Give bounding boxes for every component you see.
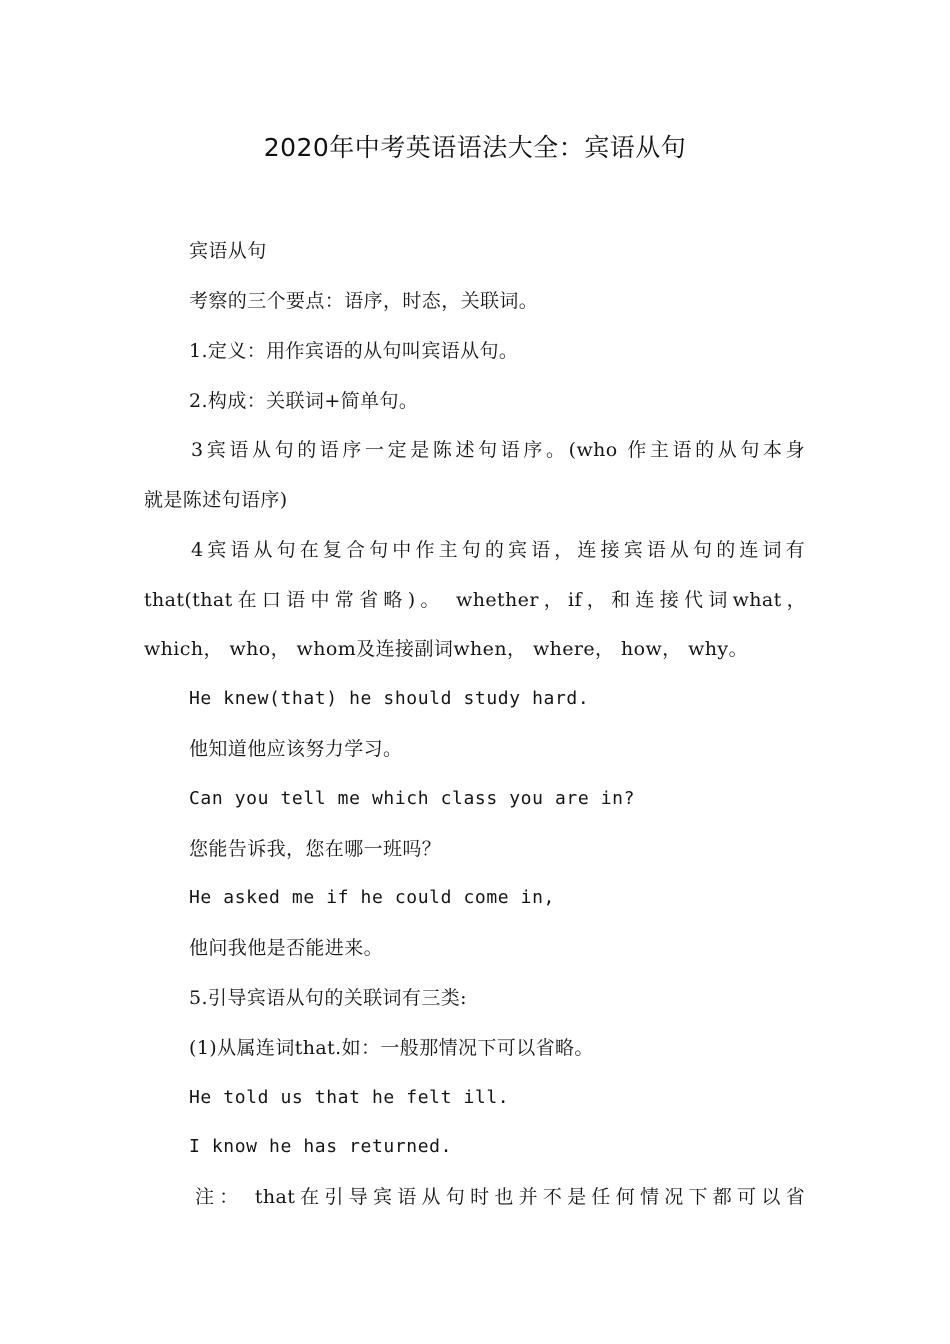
paragraph-line: 1.定义：用作宾语的从句叫宾语从句。 [189,340,519,362]
example-translation: 您能告诉我，您在哪一班吗？ [189,838,442,860]
paragraph-line: 3宾语从句的语序一定是陈述句语序。(who 作主语的从句本身 [191,439,805,461]
paragraph-line: 4宾语从句在复合句中作主句的宾语，连接宾语从句的连词有 [191,539,805,561]
example-sentence: He told us that he felt ill. [189,1087,510,1108]
example-translation: 他问我他是否能进来。 [189,937,384,959]
paragraph-line: 2.构成：关联词+简单句。 [189,390,419,412]
example-sentence: He asked me if he could come in, [189,887,555,908]
paragraph-line: (1)从属连词that.如：一般那情况下可以省略。 [189,1037,594,1059]
paragraph-line: which， who， whom及连接副词when， where， how， why。 [144,638,748,660]
document-title: 2020年中考英语语法大全：宾语从句 [263,133,687,162]
example-translation: 他知道他应该努力学习。 [189,738,403,760]
note-line: 注： that在引导宾语从句时也并不是任何情况下都可以省 [195,1186,805,1208]
example-sentence: Can you tell me which class you are in? [189,788,636,809]
example-sentence: I know he has returned. [189,1136,453,1157]
paragraph-line: 考察的三个要点：语序，时态，关联词。 [189,290,539,312]
paragraph-line: 宾语从句 [189,240,267,262]
example-sentence: He knew(that) he should study hard. [189,688,590,709]
paragraph-line: 5.引导宾语从句的关联词有三类: [189,987,467,1009]
paragraph-line: that(that在口语中常省略)。 whether，if，和连接代词what， [144,589,806,611]
paragraph-line: 就是陈述句语序) [144,489,288,511]
